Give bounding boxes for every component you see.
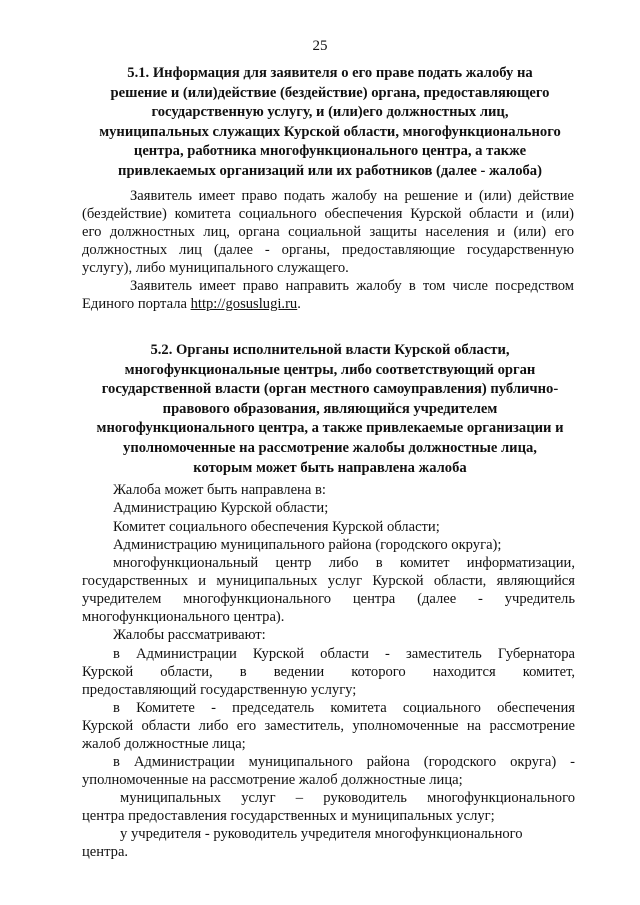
section-5-2-heading [84, 341, 576, 478]
heading-line: 5.1. Информация для заявителя о его праве подать жалобу на [127, 65, 533, 81]
body-line: предоставляющий государственную услугу; [82, 682, 357, 698]
heading-line: привлекаемых организаций или их работников (далее - жалоба) [118, 162, 542, 179]
heading-line: центра, работника многофункционального центра, а также [133, 143, 527, 160]
body-line: Жалоба может быть направлена в: [113, 482, 326, 498]
body-line: Заявитель имеет право направить жалобу в том числе посредством [130, 278, 574, 294]
body-line: уполномоченные на рассмотрение жалоб должностные лица; [82, 772, 463, 788]
body-line: Администрацию Курской области; [113, 500, 329, 516]
section-5-1-heading [84, 64, 576, 182]
heading-line: государственной власти (орган местного самоуправления) публично- [101, 381, 559, 398]
body-line: многофункциональный центр либо в комитет информатизации, [113, 555, 575, 571]
body-line: Курской области либо его заместитель, уполномоченные на рассмотрение [82, 718, 575, 734]
body-line: центра предоставления государственных и муниципальных услуг; [82, 808, 495, 824]
body-line: услугу), либо муниципального служащего. [82, 260, 349, 276]
heading-line: которым может быть направлена жалоба [193, 459, 467, 476]
body-line: государственных и муниципальных услуг Курской области, являющийся [82, 573, 575, 589]
body-line: (бездействие) комитета социального обеспечения Курской области и (или) [82, 206, 574, 222]
body-line: центра. [82, 844, 129, 860]
heading-line: уполномоченные на рассмотрение жалобы должностные лица, [123, 439, 537, 456]
heading-line: муниципальных служащих Курской области, многофункционального [99, 123, 561, 140]
body-line: Администрацию муниципального района (городского округа); [113, 537, 502, 553]
heading-line: многофункционального центра, а также привлекаемые организации и [96, 420, 564, 437]
heading-line: 5.2. Органы исполнительной власти Курской области, [150, 342, 510, 358]
body-text: . [297, 296, 301, 312]
body-line: в Комитете - председатель комитета социального обеспечения [113, 700, 575, 716]
heading-line: многофункциональные центры, либо соответствующий орган [124, 361, 536, 378]
body-line: Курской области, в ведении которого находится комитет, [82, 664, 575, 680]
gosuslugi-link[interactable]: http://gosuslugi.ru [190, 296, 298, 312]
page-number: 25 [312, 38, 328, 54]
body-line: учредителем многофункционального центра (далее - учредитель [82, 591, 575, 607]
body-line: Комитет социального обеспечения Курской области; [113, 519, 440, 535]
body-line: в Администрации муниципального района (городского округа) - [113, 754, 575, 770]
body-line [82, 295, 301, 313]
body-line: муниципальных услуг – руководитель многофункционального [120, 790, 575, 806]
body-line: в Администрации Курской области - заместитель Губернатора [113, 646, 575, 662]
body-line: Жалобы рассматривают: [113, 627, 266, 643]
body-line: Заявитель имеет право подать жалобу на решение и (или) действие [130, 188, 574, 204]
heading-line: правового образования, являющийся учредителем [162, 400, 498, 417]
body-line: многофункционального центра). [82, 609, 285, 625]
body-line: жалоб должностные лица; [82, 736, 246, 752]
body-line: должностных лиц (далее - органы, предоставляющие государственную [82, 242, 574, 258]
heading-line: государственную услугу, и (или)его должностных лиц, [151, 104, 509, 121]
heading-line: решение и (или)действие (бездействие) органа, предоставляющего [110, 84, 550, 101]
body-text: Единого портала [82, 296, 191, 312]
body-line: у учредителя - руководитель учредителя многофункционального [120, 826, 523, 842]
body-line: его должностных лиц, органа социальной защиты населения и (или) его [82, 224, 574, 240]
